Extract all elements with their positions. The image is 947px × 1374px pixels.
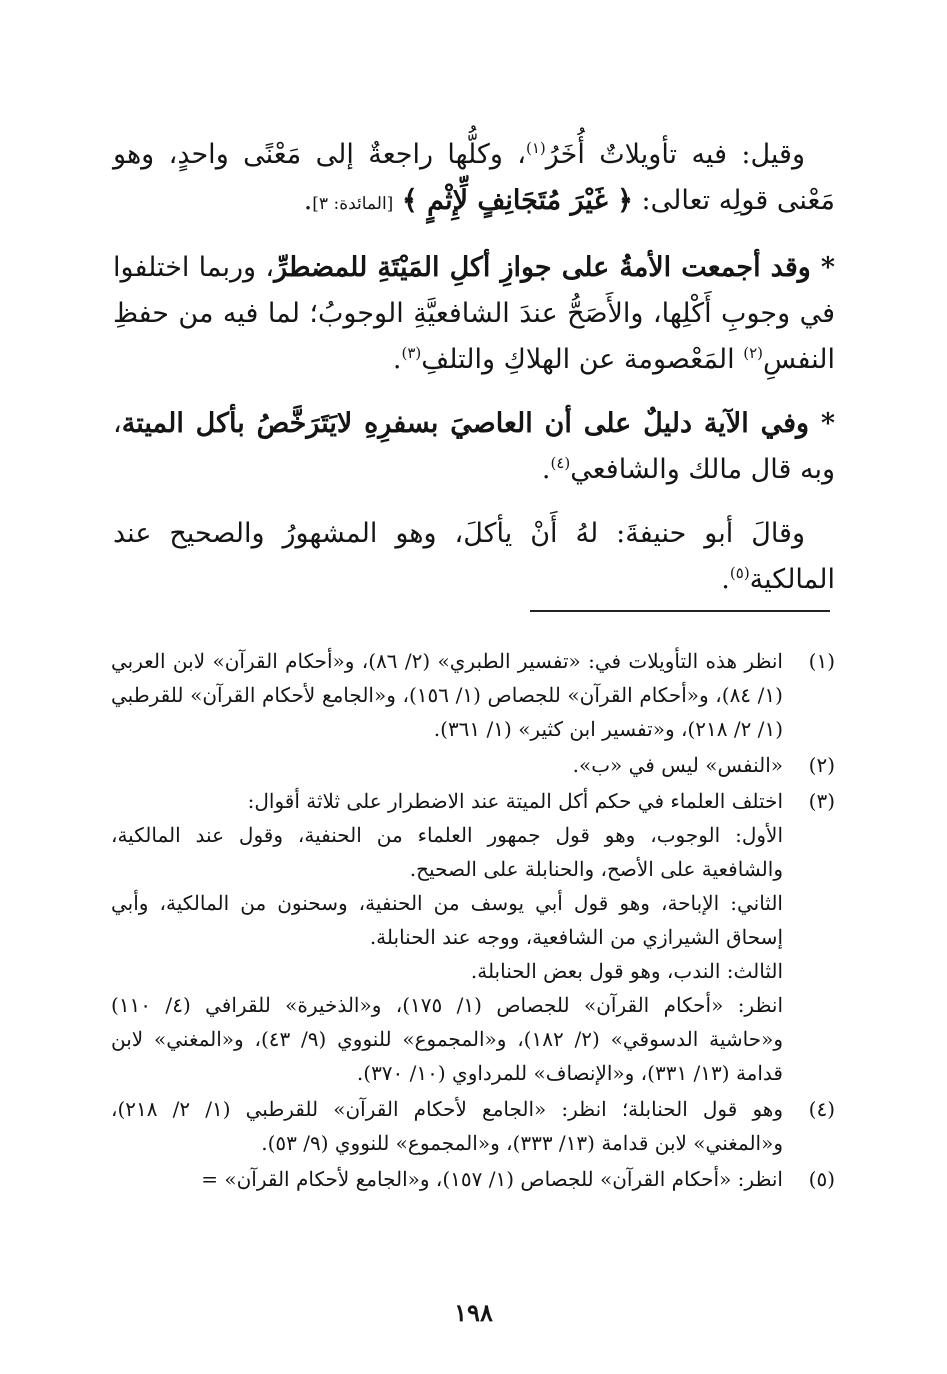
footnote-line: وهو قول الحنابلة؛ انظر: «الجامع لأحكام القرآن» للقرطبي (١/ ٢/ ٢١٨)، و«المغني» لابن قدامة (١٣/ ٣٣٣)، و«المجموع» للنووي (٩/ ٥٣).: [111, 1097, 783, 1155]
footnote-3: [111, 784, 835, 1090]
footnote-line: انظر: «أحكام القرآن» للجصاص (١/ ١٧٥)، و«الذخيرة» للقرافي (٤/ ١١٠) و«حاشية الدسوقي» (٢/ ١٨٢)، و«المجموع» للنووي (٩/ ٤٣)، و«المغني» لابن قدامة (١٣/ ٣٣١)، و«الإنصاف» للمرداوي (١٠/ ٣٧٠).: [111, 993, 783, 1085]
footnote-1: [111, 644, 835, 746]
p1-text-b: ، وكلُّها راجعةٌ إلى مَعْنًى واحدٍ، وهو مَعْنى قولِه تعالى:: [113, 139, 835, 216]
p1-end: .: [303, 185, 313, 216]
footnote-ref-5: (٥): [729, 564, 750, 582]
p2-bold: * وقد أجمعت الأمةُ على جوازِ أكلِ المَيْتَةِ للمضطرِّ: [274, 252, 835, 283]
paragraph-4: [113, 511, 835, 603]
footnote-line: الثاني: الإباحة، وهو قول أبي يوسف من الحنفية، وسحنون من المالكية، وأبي إسحاق الشيرازي من الشافعية، ووجه عند الحنابلة.: [111, 891, 783, 949]
footnote-number: (٥): [808, 1167, 835, 1191]
paragraph-3: [113, 401, 835, 493]
footnote-body: [111, 748, 783, 782]
quran-verse: ﴿ غَيْرَ مُتَجَانِفٍ لِّإِثْمٍ ﴾: [401, 185, 633, 216]
p3-end: .: [541, 454, 551, 485]
paragraph-1: [113, 132, 835, 227]
footnote-ref-4: (٤): [550, 454, 571, 472]
p1-text-a: وقيل: فيه تأويلاتٌ أُخَرُ: [545, 139, 805, 170]
footnotes: [111, 644, 835, 1198]
p2-text-a: ، وربما اختلفوا في وجوبِ أَكْلِها، والأَصَحُّ عندَ الشافعيَّةِ الوجوبُ؛ لما فيه من حفظِ النفسِ: [113, 252, 835, 375]
footnote-line: انظر: «أحكام القرآن» للجصاص (١/ ١٥٧)، و«الجامع لأحكام القرآن» =: [201, 1167, 783, 1191]
verse-reference: [المائدة: ٣]: [312, 194, 394, 214]
main-text: [113, 132, 835, 621]
p4-text-a: وقالَ أبو حنيفةَ: لهُ أَنْ يأكلَ، وهو المشهورُ والصحيح عند المالكية: [113, 518, 835, 595]
footnote-body: [111, 1092, 783, 1160]
footnote-ref-2: (٢): [743, 344, 764, 362]
footnote-5: [111, 1162, 835, 1196]
footnote-ref-1: (١): [525, 139, 546, 157]
footnote-number: (١): [808, 649, 835, 673]
p2-text-b: المَعْصومة عن الهلاكِ والتلفِ: [421, 344, 744, 375]
p3-text-a: ، وبه قال مالك والشافعي: [113, 408, 835, 485]
footnote-line: «النفس» ليس في «ب».: [572, 753, 783, 777]
p3-bold: * وفي الآية دليلٌ على أن العاصيَ بسفرِهِ لايَتَرَخَّصُ بأكل الميتة: [121, 408, 835, 439]
footnote-line: اختلف العلماء في حكم أكل الميتة عند الاضطرار على ثلاثة أقوال:: [247, 789, 783, 813]
footnote-body: [111, 784, 783, 1090]
footnote-ref-3: (٣): [401, 344, 422, 362]
footnote-line: الأول: الوجوب، وهو قول جمهور العلماء من الحنفية، وقول عند المالكية، والشافعية على الأصح، والحنابلة على الصحيح.: [111, 823, 783, 881]
footnote-line: انظر هذه التأويلات في: «تفسير الطبري» (٢/ ٨٦)، و«أحكام القرآن» لابن العربي (١/ ٨٤)، و«أحكام القرآن» للجصاص (١/ ١٥٦)، و«الجامع لأحكام القرآن» للقرطبي (١/ ٢/ ٢١٨)، و«تفسير ابن كثير» (١/ ٣٦١).: [111, 649, 783, 741]
footnote-number: (٣): [808, 789, 835, 813]
footnote-line: الثالث: الندب، وهو قول بعض الحنابلة.: [470, 959, 783, 983]
page-number: ١٩٨: [454, 1298, 493, 1327]
footnote-2: [111, 748, 835, 782]
footnote-separator: [530, 610, 830, 612]
p4-end: .: [721, 564, 730, 595]
footnote-4: [111, 1092, 835, 1160]
footnote-number: (٢): [808, 753, 835, 777]
footnote-body: [111, 1162, 783, 1196]
paragraph-2: [113, 245, 835, 383]
p2-end: .: [392, 344, 402, 375]
footnote-body: [111, 644, 783, 746]
footnote-number: (٤): [808, 1097, 835, 1121]
